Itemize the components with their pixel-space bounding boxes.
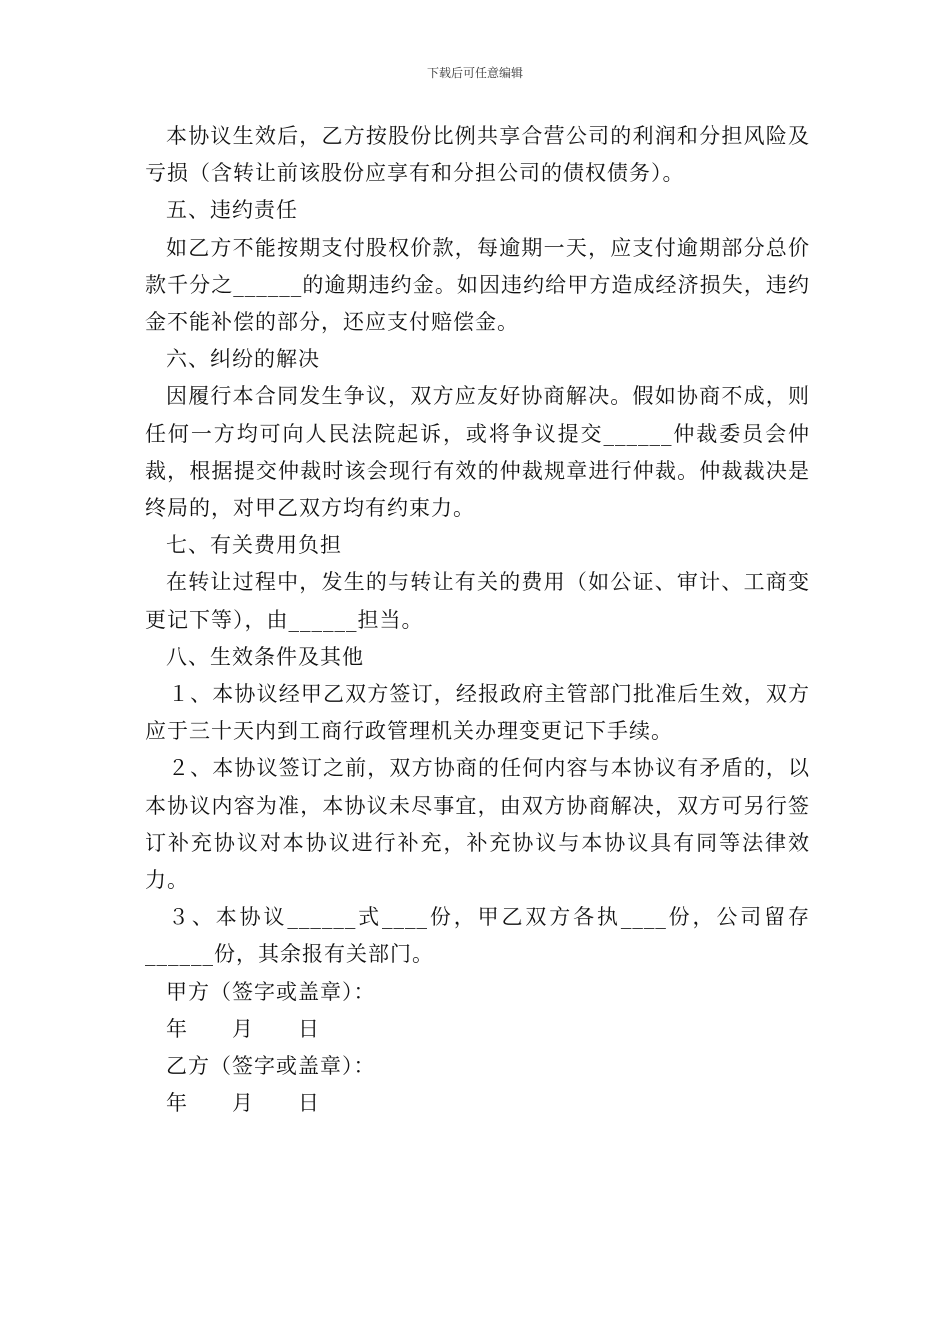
paragraph-profit-sharing: 本协议生效后，乙方按股份比例共享合营公司的利润和分担风险及亏损（含转让前该股份应享有和分担公司的债权债务）。: [145, 124, 810, 186]
clause-item-2: ２、本协议签订之前，双方协商的任何内容与本协议有矛盾的，以本协议内容为准，本协议未尽事宜，由双方协商解决，双方可另行签订补充协议对本协议进行补充，补充协议与本协议具有同等法律效力。: [145, 756, 810, 893]
party-b-signature: 乙方（签字或盖章）：: [166, 1054, 376, 1079]
clause-item-1: １、本协议经甲乙双方签订，经报政府主管部门批准后生效，双方应于三十天内到工商行政管理机关办理变更记下手续。: [145, 682, 810, 744]
section-heading-effect: 八、生效条件及其他: [166, 644, 364, 669]
clause-item-3: ３、本协议______式____份，甲乙双方各执____份，公司留存______份，其余报有关部门。: [145, 905, 810, 967]
party-a-date: 年 月 日: [166, 1016, 320, 1041]
paragraph-breach: 如乙方不能按期支付股权价款，每逾期一天，应支付逾期部分总价款千分之______的逾期违约金。如因违约给甲方造成经济损失，违约金不能补偿的部分，还应支付赔偿金。: [145, 235, 810, 335]
party-a-signature: 甲方（签字或盖章）：: [166, 979, 376, 1004]
section-heading-fees: 七、有关费用负担: [166, 533, 342, 558]
page-header-note: 下载后可任意编辑: [426, 66, 523, 80]
document-body: [145, 118, 810, 1122]
section-heading-breach: 五、违约责任: [166, 198, 298, 223]
party-b-date: 年 月 日: [166, 1091, 320, 1116]
paragraph-fees: 在转让过程中，发生的与转让有关的费用（如公证、审计、工商变更记下等），由______担当。: [145, 570, 810, 632]
paragraph-dispute: 因履行本合同发生争议，双方应友好协商解决。假如协商不成，则任何一方均可向人民法院起诉，或将争议提交______仲裁委员会仲裁，根据提交仲裁时该会现行有效的仲裁规章进行仲裁。仲裁裁决是终局的，对甲乙双方均有约束力。: [145, 384, 810, 521]
section-heading-dispute: 六、纠纷的解决: [166, 347, 320, 372]
